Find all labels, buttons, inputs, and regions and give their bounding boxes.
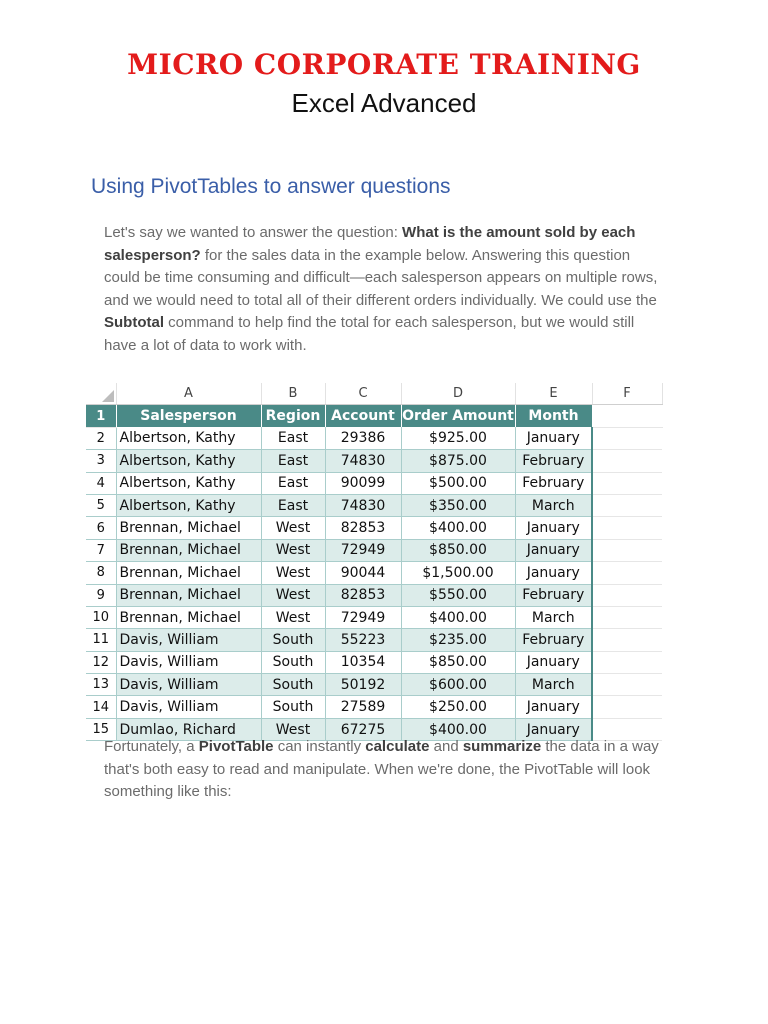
region-cell: South — [261, 674, 325, 696]
intro-text-3: command to help find the total for each salesperson, but we would still have a lot of data to work with. — [104, 314, 635, 354]
outro-pivottable: PivotTable — [198, 738, 274, 755]
table-row — [86, 562, 662, 584]
account-cell: 74830 — [325, 450, 401, 472]
salesperson-cell: Albertson, Kathy — [116, 427, 261, 449]
region-cell: East — [261, 472, 325, 494]
intro-subtotal: Subtotal — [104, 314, 164, 331]
intro-text-1: Let's say we wanted to answer the question: — [104, 224, 403, 241]
row-number: 3 — [86, 450, 116, 472]
salesperson-cell: Davis, William — [116, 696, 261, 718]
row-number: 2 — [86, 427, 116, 449]
order-amount-cell: $850.00 — [401, 651, 515, 673]
row-number: 6 — [86, 517, 116, 539]
intro-text-2: for the sales data in the example below. Answering this question could be time consuming and difficult—each salesperson appears on multiple rows, and we would need to total all of their different orders individually. We could use the — [104, 246, 658, 309]
outro-paragraph — [104, 736, 664, 804]
account-cell: 74830 — [325, 494, 401, 516]
empty-cell — [592, 472, 662, 494]
outro-text-4: the data in a way that's both easy to read and manipulate. When we're done, the PivotTable will look something like this: — [104, 738, 659, 800]
column-letter: E — [515, 383, 592, 405]
order-amount-cell: $250.00 — [401, 696, 515, 718]
header-cell: Order Amount — [401, 405, 515, 427]
table-row — [86, 517, 662, 539]
spreadsheet-image — [86, 383, 662, 738]
table-row — [86, 584, 662, 606]
region-cell: South — [261, 696, 325, 718]
salesperson-cell: Albertson, Kathy — [116, 472, 261, 494]
document-subtitle: Excel Advanced — [291, 88, 477, 118]
region-cell: West — [261, 718, 325, 740]
month-cell: March — [515, 606, 592, 628]
salesperson-cell: Dumlao, Richard — [116, 718, 261, 740]
region-cell: East — [261, 494, 325, 516]
table-row — [86, 450, 662, 472]
empty-cell — [592, 494, 662, 516]
sales-table — [86, 383, 663, 741]
outro-text-1: Fortunately, a — [104, 738, 199, 755]
header-cell: Month — [515, 405, 592, 427]
account-cell: 90099 — [325, 472, 401, 494]
select-all-corner — [86, 383, 116, 405]
table-row — [86, 606, 662, 628]
header-row — [86, 405, 662, 427]
table-row — [86, 427, 662, 449]
account-cell: 29386 — [325, 427, 401, 449]
column-letter: A — [116, 383, 261, 405]
table-row — [86, 696, 662, 718]
empty-cell — [592, 405, 662, 427]
account-cell: 82853 — [325, 517, 401, 539]
salesperson-cell: Brennan, Michael — [116, 562, 261, 584]
salesperson-cell: Brennan, Michael — [116, 517, 261, 539]
header-cell: Account — [325, 405, 401, 427]
row-number: 9 — [86, 584, 116, 606]
column-letter-row — [86, 383, 662, 405]
order-amount-cell: $600.00 — [401, 674, 515, 696]
empty-cell — [592, 450, 662, 472]
salesperson-cell: Brennan, Michael — [116, 539, 261, 561]
account-cell: 82853 — [325, 584, 401, 606]
empty-cell — [592, 427, 662, 449]
row-number: 10 — [86, 606, 116, 628]
region-cell: West — [261, 562, 325, 584]
brand-title: MICRO CORPORATE TRAINING — [127, 48, 641, 81]
order-amount-cell: $850.00 — [401, 539, 515, 561]
empty-cell — [592, 584, 662, 606]
salesperson-cell: Albertson, Kathy — [116, 450, 261, 472]
order-amount-cell: $500.00 — [401, 472, 515, 494]
account-cell: 50192 — [325, 674, 401, 696]
salesperson-cell: Brennan, Michael — [116, 584, 261, 606]
column-letter: C — [325, 383, 401, 405]
month-cell: February — [515, 472, 592, 494]
column-letter: F — [592, 383, 662, 405]
table-row — [86, 472, 662, 494]
month-cell: February — [515, 584, 592, 606]
month-cell: January — [515, 696, 592, 718]
month-cell: March — [515, 674, 592, 696]
corner-triangle-icon — [102, 390, 114, 402]
month-cell: January — [515, 427, 592, 449]
region-cell: West — [261, 539, 325, 561]
empty-cell — [592, 629, 662, 651]
month-cell: January — [515, 562, 592, 584]
outro-text-2: can instantly — [273, 738, 366, 755]
salesperson-cell: Davis, William — [116, 674, 261, 696]
order-amount-cell: $350.00 — [401, 494, 515, 516]
row-number: 4 — [86, 472, 116, 494]
row-number: 1 — [86, 405, 116, 427]
region-cell: East — [261, 450, 325, 472]
account-cell: 67275 — [325, 718, 401, 740]
month-cell: March — [515, 494, 592, 516]
empty-cell — [592, 539, 662, 561]
row-number: 8 — [86, 562, 116, 584]
table-row — [86, 651, 662, 673]
month-cell: January — [515, 517, 592, 539]
month-cell: January — [515, 718, 592, 740]
order-amount-cell: $235.00 — [401, 629, 515, 651]
month-cell: February — [515, 450, 592, 472]
outro-text-3: and — [429, 738, 463, 755]
account-cell: 90044 — [325, 562, 401, 584]
row-number: 5 — [86, 494, 116, 516]
outro-summarize: summarize — [462, 738, 542, 755]
order-amount-cell: $400.00 — [401, 718, 515, 740]
row-number: 13 — [86, 674, 116, 696]
region-cell: South — [261, 651, 325, 673]
intro-paragraph — [104, 222, 664, 357]
header-cell: Region — [261, 405, 325, 427]
table-row — [86, 494, 662, 516]
row-number: 11 — [86, 629, 116, 651]
empty-cell — [592, 517, 662, 539]
order-amount-cell: $400.00 — [401, 517, 515, 539]
order-amount-cell: $550.00 — [401, 584, 515, 606]
order-amount-cell: $875.00 — [401, 450, 515, 472]
table-row — [86, 629, 662, 651]
empty-cell — [592, 606, 662, 628]
empty-cell — [592, 696, 662, 718]
row-number: 15 — [86, 718, 116, 740]
salesperson-cell: Brennan, Michael — [116, 606, 261, 628]
month-cell: February — [515, 629, 592, 651]
column-letter: D — [401, 383, 515, 405]
outro-calculate: calculate — [365, 738, 430, 755]
account-cell: 55223 — [325, 629, 401, 651]
empty-cell — [592, 674, 662, 696]
account-cell: 72949 — [325, 539, 401, 561]
column-letter: B — [261, 383, 325, 405]
month-cell: January — [515, 539, 592, 561]
row-number: 12 — [86, 651, 116, 673]
account-cell: 72949 — [325, 606, 401, 628]
empty-cell — [592, 651, 662, 673]
account-cell: 27589 — [325, 696, 401, 718]
region-cell: East — [261, 427, 325, 449]
region-cell: West — [261, 584, 325, 606]
intro-question: What is the amount sold by each salesperson? — [104, 224, 636, 264]
order-amount-cell: $400.00 — [401, 606, 515, 628]
order-amount-cell: $1,500.00 — [401, 562, 515, 584]
table-row — [86, 674, 662, 696]
salesperson-cell: Davis, William — [116, 651, 261, 673]
region-cell: West — [261, 517, 325, 539]
order-amount-cell: $925.00 — [401, 427, 515, 449]
row-number: 14 — [86, 696, 116, 718]
region-cell: South — [261, 629, 325, 651]
account-cell: 10354 — [325, 651, 401, 673]
month-cell: January — [515, 651, 592, 673]
region-cell: West — [261, 606, 325, 628]
salesperson-cell: Albertson, Kathy — [116, 494, 261, 516]
section-heading: Using PivotTables to answer questions — [91, 175, 451, 198]
empty-cell — [592, 562, 662, 584]
header-cell: Salesperson — [116, 405, 261, 427]
salesperson-cell: Davis, William — [116, 629, 261, 651]
row-number: 7 — [86, 539, 116, 561]
table-row — [86, 539, 662, 561]
